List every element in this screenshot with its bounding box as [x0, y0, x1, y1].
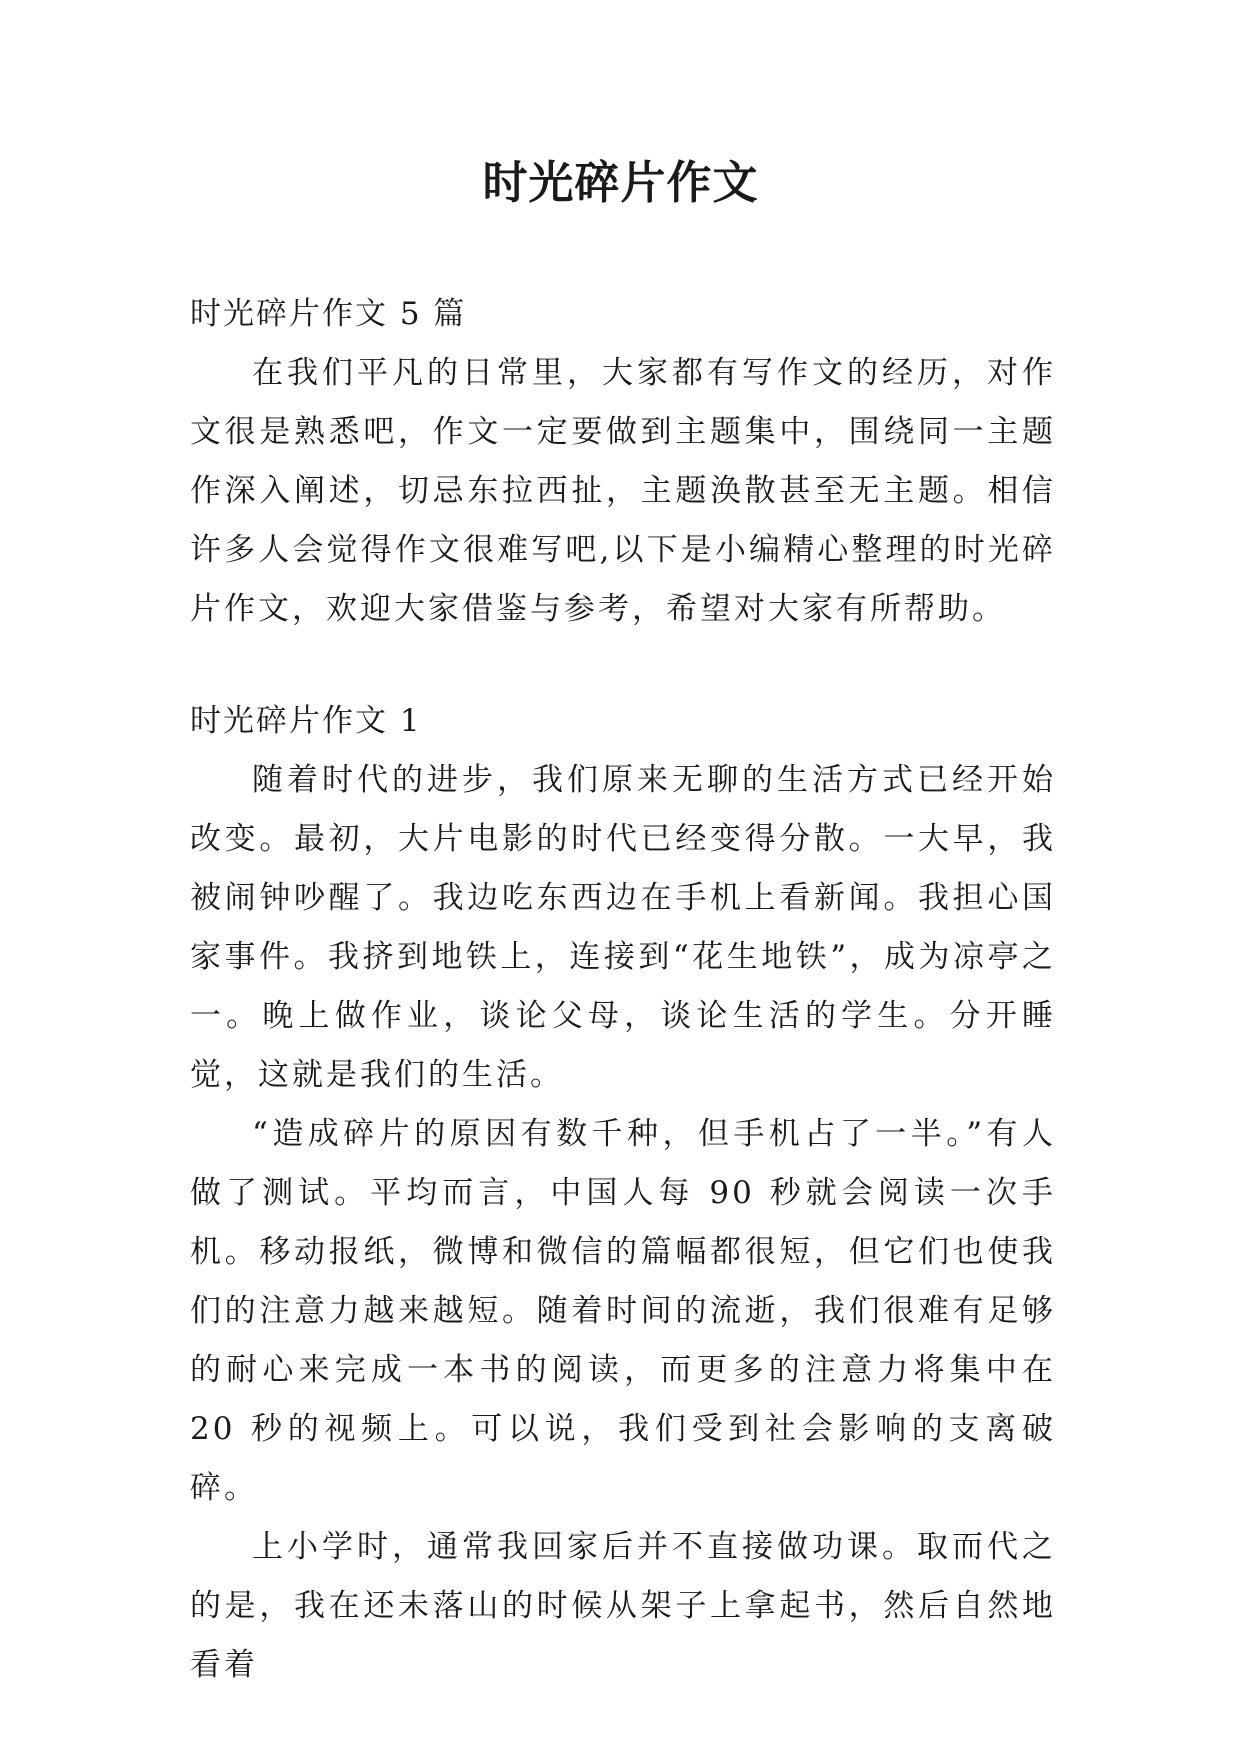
essay-1-section: [190, 692, 1056, 1695]
essay-1-paragraph-1: 随着时代的进步，我们原来无聊的生活方式已经开始改变。最初，大片电影的时代已经变得分散。一大早，我被闹钟吵醒了。我边吃东西边在手机上看新闻。我担心国家事件。我挤到地铁上，连接到“花生地铁”，成为凉亭之一。晚上做作业，谈论父母，谈论生活的学生。分开睡觉，这就是我们的生活。: [190, 762, 1056, 1093]
intro-heading: 时光碎片作文 5 篇: [190, 296, 467, 332]
essay-1-paragraph-3: 上小学时，通常我回家后并不直接做功课。取而代之的是，我在还未落山的时候从架子上拿起书，然后自然地看着: [190, 1529, 1056, 1683]
essay-1-paragraph-2: “造成碎片的原因有数千种，但手机占了一半。”有人做了测试。平均而言，中国人每 90 秒就会阅读一次手机。移动报纸，微博和微信的篇幅都很短，但它们也使我们的注意力越来越短。随着时间的流逝，我们很难有足够的耐心来完成一本书的阅读，而更多的注意力将集中在 20 秒的视频上。可以说，我们受到社会影响的支离破碎。: [190, 1116, 1056, 1506]
intro-paragraph: 在我们平凡的日常里，大家都有写作文的经历，对作文很是熟悉吧，作文一定要做到主题集中，围绕同一主题作深入阐述，切忌东拉西扯，主题涣散甚至无主题。相信许多人会觉得作文很难写吧,以下是小编精心整理的时光碎片作文，欢迎大家借鉴与参考，希望对大家有所帮助。: [190, 355, 1056, 627]
essay-1-heading: 时光碎片作文 1: [190, 703, 422, 739]
intro-section: [190, 285, 1056, 639]
document-title: 时光碎片作文: [482, 156, 759, 209]
